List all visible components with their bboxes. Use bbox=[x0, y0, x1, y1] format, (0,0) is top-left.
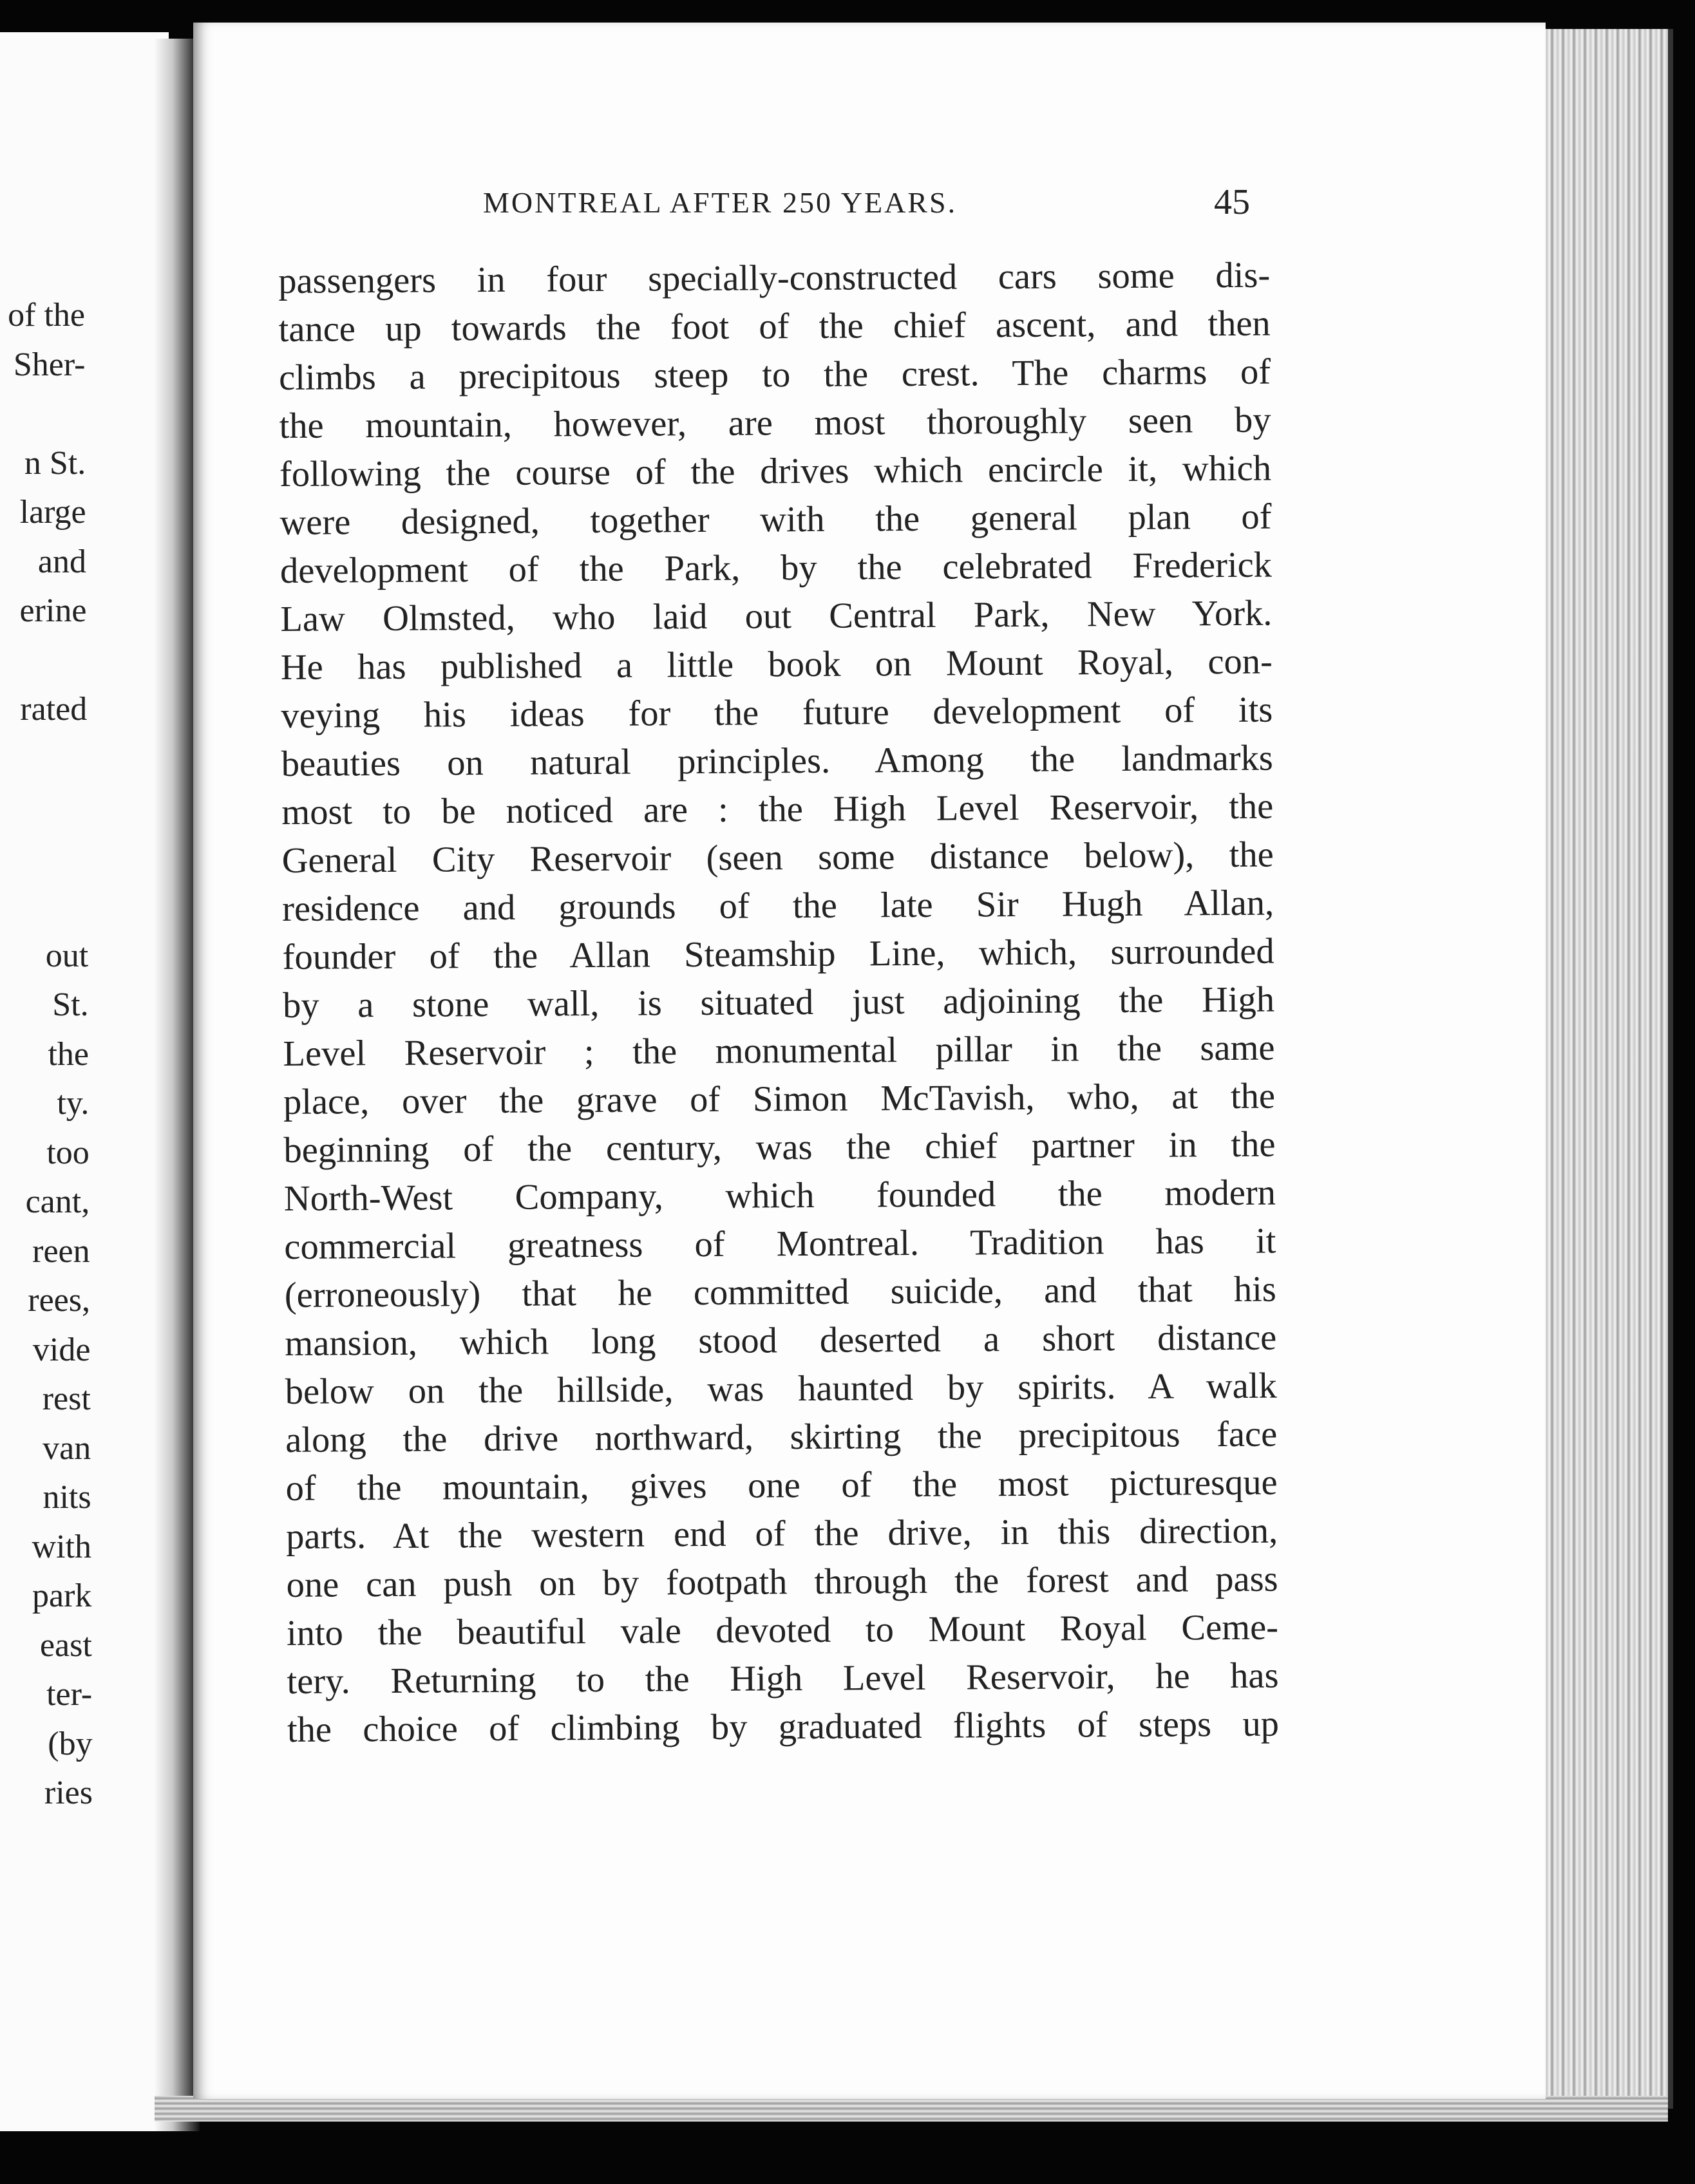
left-page-fragment: cant, bbox=[25, 1183, 90, 1220]
left-page-fragment: park bbox=[32, 1577, 92, 1614]
text-line: following the course of the drives which encircle it, which bbox=[279, 448, 1272, 494]
text-line: beauties on natural principles. Among the landmarks bbox=[281, 738, 1273, 784]
left-page-fragment: ter- bbox=[46, 1676, 93, 1713]
left-page-fragment: St. bbox=[52, 986, 89, 1023]
left-page-fragment: rees, bbox=[28, 1282, 90, 1319]
text-line: climbs a precipitous steep to the crest. The charms of bbox=[278, 352, 1271, 398]
text-line: into the beautiful vale devoted to Mount Royal Ceme- bbox=[286, 1607, 1279, 1653]
text-line: below on the hillside, was haunted by spirits. A walk bbox=[285, 1366, 1277, 1412]
text-line: were designed, together with the general plan of bbox=[279, 496, 1272, 543]
text-line: development of the Park, by the celebrated Frederick bbox=[279, 545, 1273, 591]
text-line: mansion, which long stood deserted a short distance bbox=[285, 1317, 1277, 1364]
text-line: most to be noticed are : the High Level Reservoir, the bbox=[281, 786, 1274, 833]
body-text bbox=[278, 252, 1279, 1755]
text-line: parts. At the western end of the drive, in this direction, bbox=[285, 1511, 1278, 1557]
left-page-fragment: large bbox=[19, 494, 86, 531]
text-line: place, over the grave of Simon McTavish, who, at the bbox=[283, 1076, 1276, 1122]
bottom-page-edge bbox=[155, 2096, 1668, 2122]
left-page-fragment: van bbox=[43, 1429, 91, 1467]
left-page-fragment: the bbox=[48, 1035, 89, 1073]
text-line: along the drive northward, skirting the precipitous face bbox=[285, 1414, 1278, 1460]
left-page-fragment: Sher- bbox=[13, 346, 86, 383]
left-page-fragment: n St. bbox=[24, 444, 86, 482]
text-line: He has published a little book on Mount Royal, con- bbox=[280, 641, 1273, 688]
text-line: beginning of the century, was the chief partner in the bbox=[283, 1124, 1276, 1171]
text-line: General City Reservoir (seen some distance below), the bbox=[281, 834, 1274, 881]
text-line: tery. Returning to the High Level Reservoir, he has bbox=[287, 1655, 1279, 1702]
running-header: MONTREAL AFTER 250 YEARS. bbox=[483, 186, 958, 219]
text-line: North-West Company, which founded the modern bbox=[283, 1172, 1276, 1219]
left-page-fragment: with bbox=[32, 1528, 91, 1565]
text-line: the mountain, however, are most thoroughly seen by bbox=[279, 400, 1271, 446]
text-line: by a stone wall, is situated just adjoining the High bbox=[282, 979, 1275, 1026]
left-page-fragment: (by bbox=[48, 1725, 93, 1762]
left-page-fragment: reen bbox=[32, 1232, 90, 1270]
left-page-fragment: rest bbox=[42, 1380, 91, 1417]
left-page-fragment: east bbox=[39, 1626, 92, 1664]
text-line: of the mountain, gives one of the most picturesque bbox=[285, 1462, 1278, 1509]
left-page-fragment: of the bbox=[8, 297, 85, 334]
left-page bbox=[0, 32, 169, 2131]
left-page-fragment: erine bbox=[19, 592, 87, 629]
page-number: 45 bbox=[1214, 182, 1250, 222]
left-page-fragment: nits bbox=[43, 1479, 91, 1516]
left-page-fragment: out bbox=[45, 937, 89, 974]
left-page-fragment: rated bbox=[20, 691, 88, 728]
text-line: founder of the Allan Steamship Line, which, surrounded bbox=[282, 931, 1274, 977]
left-page-fragment: ty. bbox=[57, 1085, 90, 1122]
text-line: Law Olmsted, who laid out Central Park, New York. bbox=[280, 593, 1273, 639]
text-line: passengers in four specially-constructed cars some dis- bbox=[278, 255, 1271, 301]
text-line: tance up towards the foot of the chief ascent, and then bbox=[278, 303, 1271, 350]
left-page-fragment: vide bbox=[32, 1331, 91, 1368]
page-edges bbox=[1533, 29, 1673, 2109]
left-page-fragment: ries bbox=[44, 1774, 93, 1811]
text-line: commercial greatness of Montreal. Tradition has it bbox=[284, 1221, 1276, 1267]
text-line: one can push on by footpath through the forest and pass bbox=[286, 1559, 1278, 1605]
text-line: veying his ideas for the future development of its bbox=[281, 690, 1273, 736]
left-page-fragment: and bbox=[37, 543, 86, 580]
text-line: residence and grounds of the late Sir Hugh Allan, bbox=[281, 883, 1274, 929]
left-page-fragment: too bbox=[46, 1134, 90, 1171]
text-line: Level Reservoir ; the monumental pillar in the same bbox=[283, 1028, 1275, 1074]
text-line: the choice of climbing by graduated flights of steps up bbox=[287, 1704, 1280, 1750]
text-line: (erroneously) that he committed suicide, and that his bbox=[284, 1269, 1277, 1315]
